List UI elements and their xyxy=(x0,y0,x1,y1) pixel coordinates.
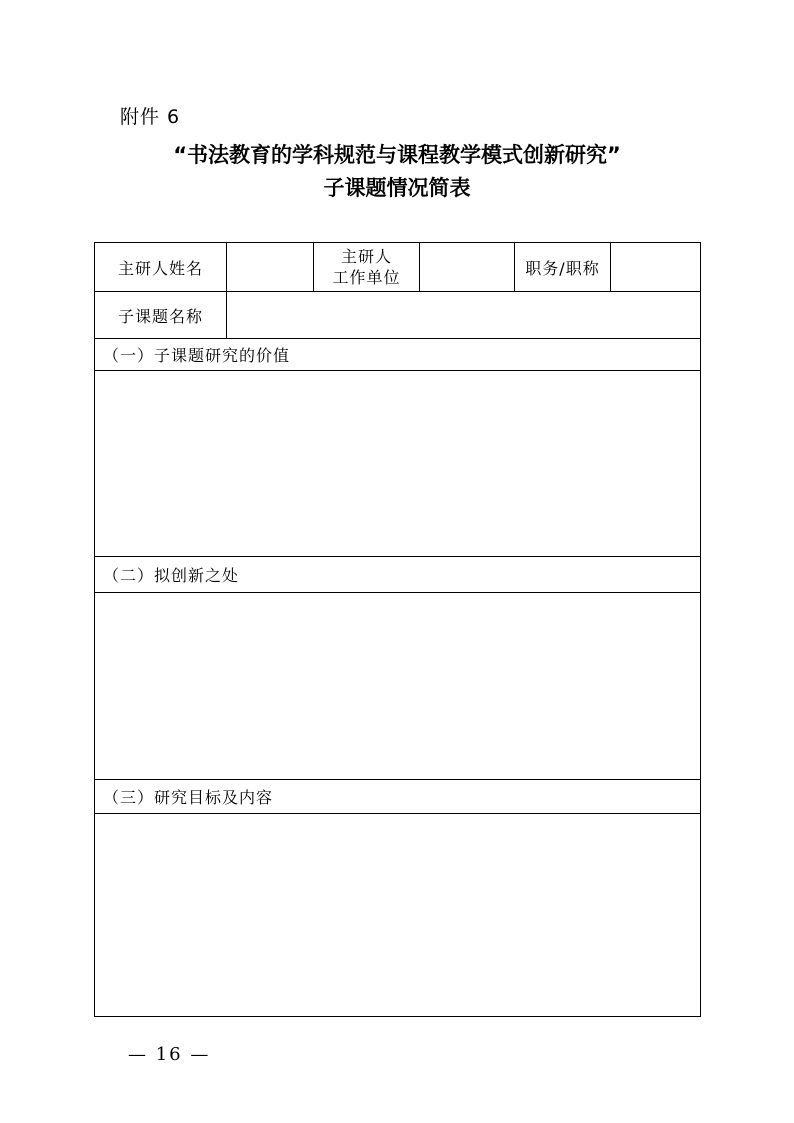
title-rank-field[interactable] xyxy=(611,243,701,292)
pi-unit-field[interactable] xyxy=(420,243,515,292)
page-number: — 16 — xyxy=(128,1044,211,1065)
subtopic-name-label: 子课题名称 xyxy=(95,292,227,339)
section-heading-goals: （三）研究目标及内容 xyxy=(95,780,701,814)
attachment-label: 附件 6 xyxy=(120,106,181,128)
form-title-line1: “书法教育的学科规范与课程教学模式创新研究” xyxy=(173,143,621,167)
section-content-goals-field[interactable] xyxy=(95,814,701,1017)
section-heading-value: （一）子课题研究的价值 xyxy=(95,339,701,371)
pi-name-field[interactable] xyxy=(227,243,314,292)
pi-unit-label xyxy=(314,243,420,292)
section-header-row xyxy=(95,339,701,371)
section-heading-innovation: （二）拟创新之处 xyxy=(95,557,701,593)
section-body-row xyxy=(95,814,701,1017)
section-content-innovation-field[interactable] xyxy=(95,593,701,780)
section-body-row xyxy=(95,593,701,780)
section-header-row xyxy=(95,557,701,593)
pi-unit-label-line2: 工作单位 xyxy=(332,268,401,287)
section-header-row xyxy=(95,780,701,814)
section-body-row xyxy=(95,371,701,557)
subtopic-name-field[interactable] xyxy=(227,292,701,339)
table-row-basic-info xyxy=(95,243,701,292)
form-title-line2: 子课题情况简表 xyxy=(323,176,471,200)
title-rank-label: 职务/职称 xyxy=(515,243,611,292)
table-row-subtopic-name xyxy=(95,292,701,339)
subtopic-info-table xyxy=(94,242,701,1017)
section-content-value-field[interactable] xyxy=(95,371,701,557)
pi-name-label: 主研人姓名 xyxy=(95,243,227,292)
pi-unit-label-line1: 主研人 xyxy=(340,247,392,266)
